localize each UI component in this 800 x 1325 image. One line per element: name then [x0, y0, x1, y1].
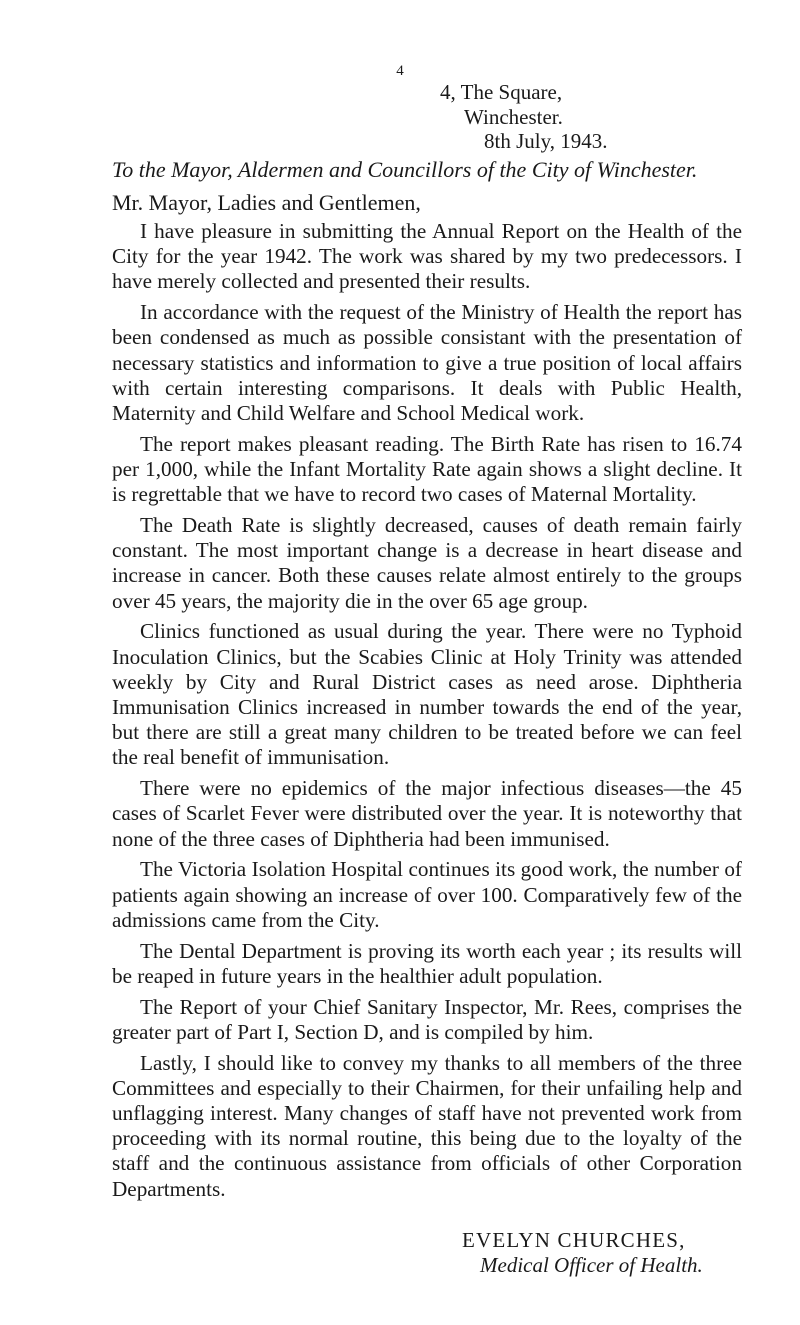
paragraph: In accordance with the request of the Ministry of Health the report has been condensed as much as possible consistant with the presentation of necessary statistics and information to give a true position of local affairs with certain interesting comparisons. It deals with Public Health, Maternity and Child Welfare and School Medical work. [112, 300, 742, 426]
signatory-title: Medical Officer of Health. [480, 1253, 703, 1277]
paragraph: I have pleasure in submitting the Annual Report on the Health of the City for the year 1942. The work was shared by my two predecessors. I have merely collected and presented their results. [112, 219, 742, 294]
paragraph: The Report of your Chief Sanitary Inspector, Mr. Rees, comprises the greater part of Part I, Section D, and is compiled by him. [112, 994, 742, 1044]
address-date: 8th July, 1943. [484, 129, 608, 153]
paragraph: There were no epidemics of the major infectious diseases—the 45 cases of Scarlet Fever were distributed over the year. It is noteworthy that none of the three cases of Diphtheria had been immunised. [112, 776, 742, 851]
addressee: To the Mayor, Aldermen and Councillors of the City of Winchester. [112, 157, 698, 182]
page-number: 4 [396, 63, 404, 79]
sender-address [440, 80, 607, 154]
address-street: 4, The Square, [440, 80, 563, 104]
paragraph: The report makes pleasant reading. The Birth Rate has risen to 16.74 per 1,000, while the Infant Mortality Rate again shows a slight decline. It is regrettable that we have to record two cases of Maternal Mortality. [112, 431, 742, 507]
signatory-name: EVELYN CHURCHES, [462, 1228, 686, 1252]
greeting: Mr. Mayor, Ladies and Gentlemen, [112, 190, 421, 215]
signature-block [462, 1228, 703, 1278]
address-city: Winchester. [464, 104, 563, 129]
paragraph: The Victoria Isolation Hospital continues its good work, the number of patients again showing an increase of over 100. Comparatively few of the admissions came from the City. [112, 857, 742, 932]
paragraph: The Death Rate is slightly decreased, causes of death remain fairly constant. The most important change is a decrease in heart disease and increase in cancer. Both these causes relate almost entirely to the groups over 45 years, the majority die in the over 65 age group. [112, 513, 742, 613]
paragraph: Lastly, I should like to convey my thanks to all members of the three Committees and especially to their Chairmen, for their unfailing help and unflagging interest. Many changes of staff have not prevented work from proceeding with its normal routine, this being due to the loyalty of the staff and the continuous assistance from officials of other Corporation Departments. [112, 1050, 742, 1201]
paragraph: The Dental Department is proving its worth each year ; its results will be reaped in future years in the healthier adult population. [112, 938, 742, 988]
paragraph: Clinics functioned as usual during the year. There were no Typhoid Inoculation Clinics, but the Scabies Clinic at Holy Trinity was attended weekly by City and Rural District cases as need arose. Diphtheria Immunisation Clinics increased in number towards the end of the year, but there are still a great many children to be treated before we can feel the real benefit of immunisation. [112, 619, 742, 770]
letter-body [112, 219, 742, 1207]
